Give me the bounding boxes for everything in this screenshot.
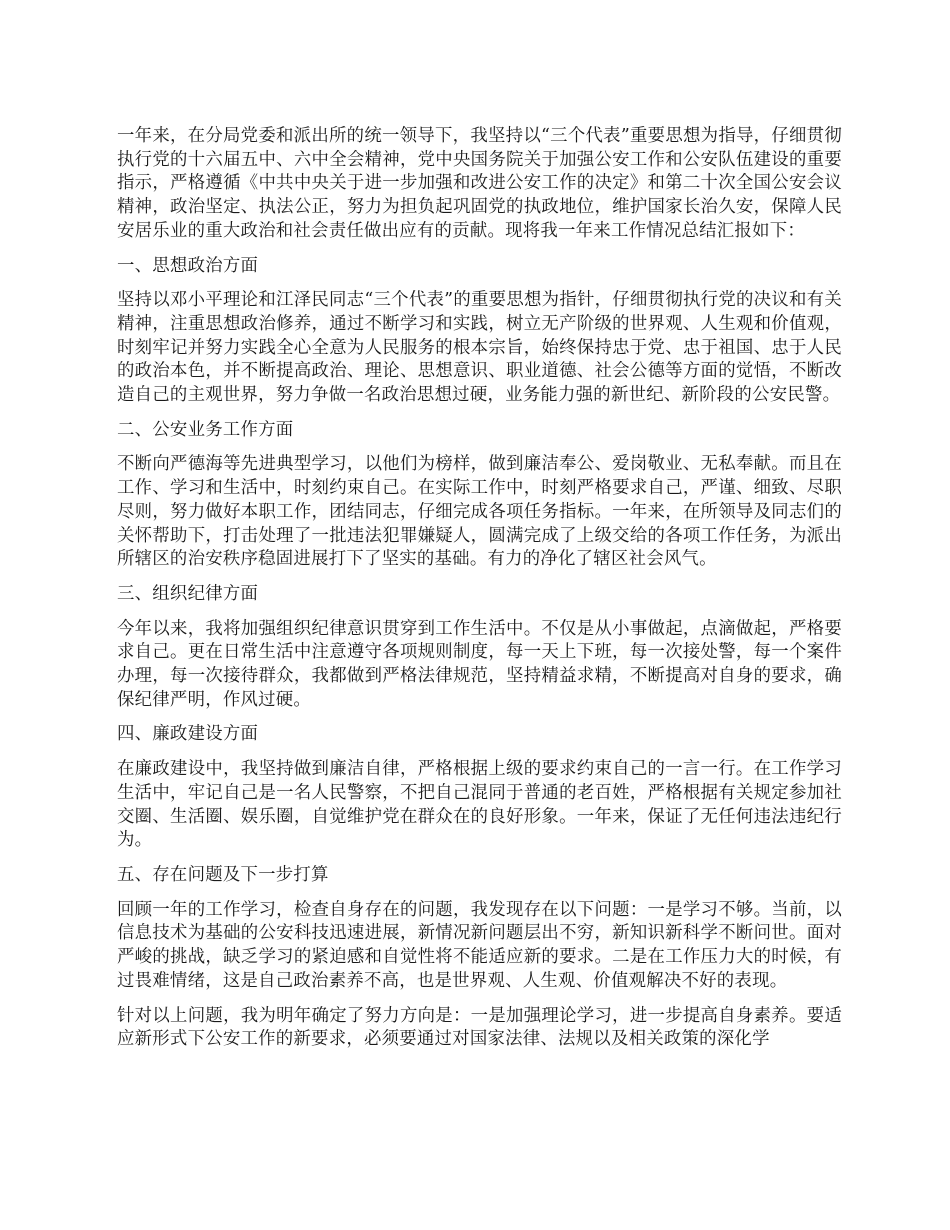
section-paragraph-police-work: 不断向严德海等先进典型学习，以他们为榜样，做到廉洁奉公、爱岗敬业、无私奉献。而且在工作、学习和生活中，时刻约束自己。在实际工作中，时刻严格要求自己，严谨、细致、尽职尽则，努力做好本职工作，团结同志，仔细完成各项任务指标。一年来，在所领导及同志们的关怀帮助下，打击处理了一批违法犯罪嫌疑人，圆满完成了上级交给的各项工作任务，为派出所辖区的治安秩序稳固进展打下了坚实的基础。有力的净化了辖区社会风气。	[117, 454, 842, 570]
section-paragraph-discipline: 今年以来，我将加强组织纪律意识贯穿到工作生活中。不仅是从小事做起，点滴做起，严格要求自己。更在日常生活中注意遵守各项规则制度，每一天上下班，每一次接处警，每一个案件办理，每一次接待群众，我都做到严格法律规范，坚持精益求精，不断提高对自身的要求，确保纪律严明，作风过硬。	[117, 618, 842, 710]
section-paragraph-problems: 回顾一年的工作学习，检查自身存在的问题，我发现存在以下问题：一是学习不够。当前，以信息技术为基础的公安科技迅速进展，新情况新问题层出不穷，新知识新科学不断问世。面对严峻的挑战，缺乏学习的紧迫感和自觉性将不能适应新的要求。二是在工作压力大的时候，有过畏难情绪，这是自己政治素养不高，也是世界观、人生观、价值观解决不好的表现。	[117, 899, 842, 991]
section-paragraph-plans: 针对以上问题，我为明年确定了努力方向是：一是加强理论学习，进一步提高自身素养。要适应新形式下公安工作的新要求，必须要通过对国家法律、法规以及相关政策的深化学	[117, 1005, 842, 1050]
section-heading-discipline: 三、组织纪律方面	[117, 583, 259, 604]
section-heading-ideology: 一、思想政治方面	[117, 255, 259, 276]
section-heading-police-work: 二、公安业务工作方面	[117, 419, 294, 440]
section-heading-integrity: 四、廉政建设方面	[117, 724, 259, 745]
section-paragraph-ideology: 坚持以邓小平理论和江泽民同志“三个代表”的重要思想为指针，仔细贯彻执行党的决议和有关精神，注重思想政治修养，通过不断学习和实践，树立无产阶级的世界观、人生观和价值观，时刻牢记并努力实践全心全意为人民服务的根本宗旨，始终保持忠于党、忠于祖国、忠于人民的政治本色，并不断提高政治、理论、思想意识、职业道德、社会公德等方面的觉悟，不断改造自己的主观世界，努力争做一名政治思想过硬，业务能力强的新世纪、新阶段的公安民警。	[117, 290, 842, 406]
intro-paragraph: 一年来，在分局党委和派出所的统一领导下，我坚持以“三个代表”重要思想为指导，仔细贯彻执行党的十六届五中、六中全会精神，党中央国务院关于加强公安工作和公安队伍建设的重要指示，严格遵循《中共中央关于进一步加强和改进公安工作的决定》和第二十次全国公安会议精神，政治坚定、执法公正，努力为担负起巩固党的执政地位，维护国家长治久安，保障人民安居乐业的重大政治和社会责任做出应有的贡献。现将我一年来工作情况总结汇报如下：	[117, 126, 842, 241]
section-paragraph-integrity: 在廉政建设中，我坚持做到廉洁自律，严格根据上级的要求约束自己的一言一行。在工作学习生活中，牢记自己是一名人民警察，不把自己混同于普通的老百姓，严格根据有关规定参加社交圈、生活圈、娱乐圈，自觉维护党在群众在的良好形象。一年来，保证了无任何违法违纪行为。	[117, 759, 842, 851]
document-body	[117, 125, 842, 1063]
section-heading-problems: 五、存在问题及下一步打算	[117, 864, 329, 885]
